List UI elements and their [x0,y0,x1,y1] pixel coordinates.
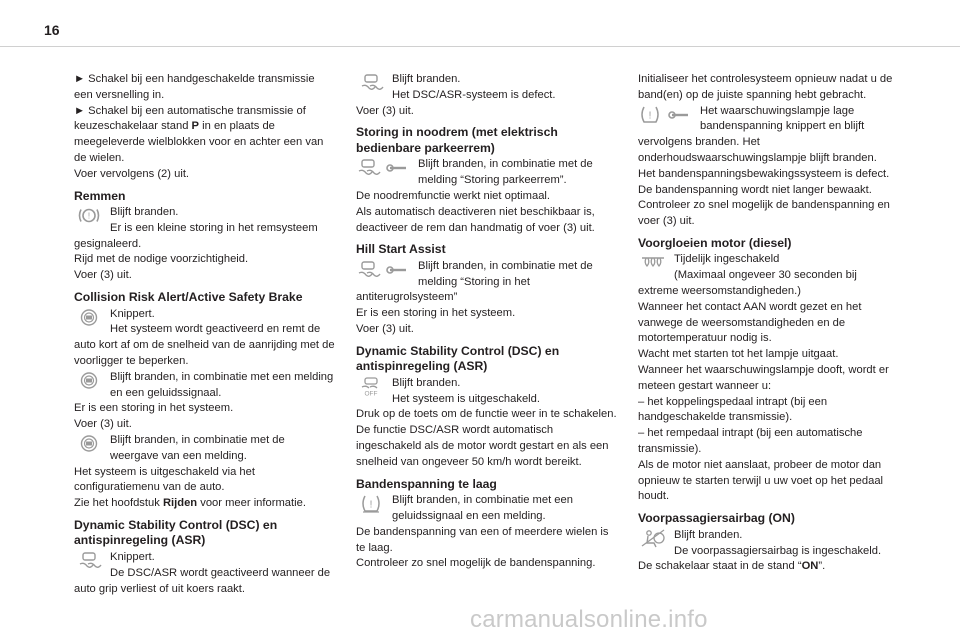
tyre-advice-service: Controleer zo snel mogelijk de bandenspanning en voer (3) uit. [638,199,890,228]
column-1 [74,72,336,597]
dsc-off-desc: Het systeem is uitgeschakeld. [392,392,540,405]
remmen-status: Blijft branden. [110,206,179,219]
airbag-status: Blijft branden. [674,528,743,541]
svg-text:!: ! [369,499,373,511]
section-title-collision: Collision Risk Alert/Active Safety Brake [74,290,303,305]
column-2 [356,72,618,572]
dsc-off-action: Druk op de toets om de functie weer in te schakelen. [356,408,617,421]
svg-text:!: ! [648,110,652,122]
column-3 [638,72,900,575]
remmen-step: Voer (3) uit. [74,269,132,282]
glow-clutch: – het koppelingspedaal intrapt (bij een handgeschakelde transmissie). [638,395,828,424]
dsc-service-icons [356,158,412,177]
section-title-parkrem: Storing in noodrem (met elektrisch bedienbare parkeerrem) [356,125,558,155]
dsc-step: Voer (3) uit. [356,104,414,117]
remmen-advice: Rijd met de nodige voorzichtigheid. [74,253,249,266]
section-title-dsc-off: Dynamic Stability Control (DSC) en antispinregeling (ASR) [356,343,560,374]
section-title-airbag: Voorpassagiersairbag (ON) [638,511,795,526]
dsc-off-label: OFF [364,390,378,396]
section-title-remmen: Remmen [74,188,126,203]
tyre-pressure-icon [356,494,386,513]
dsc-off-status: Blijft branden. [392,376,461,389]
tyre-flash-desc: Het waarschuwingslampje lage bandenspanning knippert en blijft vervolgens branden. Het onderhoudswaarschuwingslampje blijft branden. [638,104,877,164]
collision-risk-icon [74,308,104,327]
tyre-reset-instruction: Initialiseer het controlesysteem opnieuw nadat u de band(en) op de juiste spanning hebt gebracht. [638,73,893,101]
dsc-off-icon [356,377,386,396]
hill-step: Voer (3) uit. [356,323,414,336]
hill-status: Blijft branden, in combinatie met de melding “Storing in het antiterugrolsysteem” [356,259,593,304]
tyre-service-icons [638,105,694,124]
glow-duration: (Maximaal ongeveer 30 seconden bij extreme weersomstandigheden.) [638,269,857,298]
remmen-desc: Er is een kleine storing in het remsysteem gesignaleerd. [74,221,318,250]
watermark: carmanualsonline.info [470,606,708,633]
glow-wait: Wacht met starten tot het lampje uitgaat. [638,348,839,361]
dsc-status-on: Blijft branden. [392,73,461,85]
section-title-dsc: Dynamic Stability Control (DSC) en antispinregeling (ASR) [74,517,278,548]
dsc-skid-icon [356,73,386,92]
tyre-desc: De bandenspanning van een of meerdere wielen is te laag. [356,525,609,554]
collision-desc-off: Het systeem is uitgeschakeld via het configuratiemenu van de auto. [74,465,255,494]
header-divider [0,46,960,47]
parkrem-advice: Als automatisch deactiveren niet beschikbaar is, deactiveer de rem dan handmatig of voer (3) uit. [356,205,595,234]
collision-desc-active: Het systeem wordt geactiveerd en remt de auto kort af om de snelheid van de aanrijding met de voorligger te beperken. [74,323,335,367]
tyre-status: Blijft branden, in combinatie met een geluidssignaal en een melding. [392,494,573,522]
instruction-step: Voer vervolgens (2) uit. [74,167,190,180]
collision-reference: Zie het hoofdstuk Rijden voor meer informatie. [74,497,306,510]
tyre-advice: Controleer zo snel mogelijk de bandenspanning. [356,557,596,570]
glow-retry: Als de motor niet aanslaat, probeer de motor dan opnieuw te starten terwijl u uw voet op het pedaal houdt. [638,458,884,503]
page-number: 16 [44,22,60,38]
dsc-desc-active: De DSC/ASR wordt geactiveerd wanneer de auto grip verliest of uit koers raakt. [74,566,331,595]
collision-step: Voer (3) uit. [74,418,132,431]
section-title-hill: Hill Start Assist [356,242,446,257]
airbag-switch: De schakelaar staat in de stand “ON”. [638,560,826,573]
collision-status-fault: Blijft branden, in combinatie met een melding en een geluidssignaal. [110,370,334,399]
collision-risk-icon [74,371,104,390]
instruction-automatic-gear: ► Schakel bij een automatische transmissie of keuzeschakelaar stand P in en plaats de meegeleverde wielblokken voor en achter een van de wielen. [74,104,324,164]
tyre-not-monitored: De bandenspanning wordt niet langer bewaakt. [638,183,872,196]
airbag-desc: De voorpassagiersairbag is ingeschakeld. [674,544,882,557]
dsc-desc-fault: Het DSC/ASR-systeem is defect. [392,88,556,101]
parkrem-desc: De noodremfunctie werkt niet optimaal. [356,189,551,202]
hill-desc: Er is een storing in het systeem. [356,307,516,320]
collision-desc-fault: Er is een storing in het systeem. [74,402,234,415]
section-title-glow: Voorgloeien motor (diesel) [638,235,792,250]
section-title-tyre: Bandenspanning te laag [356,476,497,491]
svg-text:!: ! [87,211,91,221]
collision-risk-icon [74,434,104,453]
glow-brake: – het rempedaal intrapt (bij een automatische transmissie). [638,427,863,456]
passenger-airbag-icon [638,529,668,548]
instruction-manual-gear: ► Schakel bij een handgeschakelde transmissie een versnelling in. [74,73,315,101]
collision-status-off: Blijft branden, in combinatie met de weergave van een melding. [110,433,285,462]
dsc-off-auto: De functie DSC/ASR wordt automatisch ingeschakeld als de motor wordt gestart en als een snelheid van ongeveer 50 km/h wordt bereikt. [356,424,609,468]
brake-warning-icon [74,206,104,225]
dsc-status-flash: Knippert. [110,550,155,563]
collision-status-flash: Knippert. [110,307,155,320]
dsc-skid-icon [74,551,104,570]
glow-status: Tijdelijk ingeschakeld [674,253,780,266]
parkrem-status: Blijft branden, in combinatie met de melding “Storing parkeerrem”. [418,158,593,187]
glow-plug-icon [638,253,668,272]
dsc-service-icons [356,260,412,279]
glow-start-when: Wanneer het waarschuwingslampje dooft, wordt er meteen gestart wanneer u: [638,364,889,392]
glow-when: Wanneer het contact AAN wordt gezet en het vanwege de weersomstandigheden en de motortemperatuur nodig is. [638,300,862,345]
tyre-system-fault: Het bandenspanningsbewakingssysteem is defect. [638,167,890,180]
